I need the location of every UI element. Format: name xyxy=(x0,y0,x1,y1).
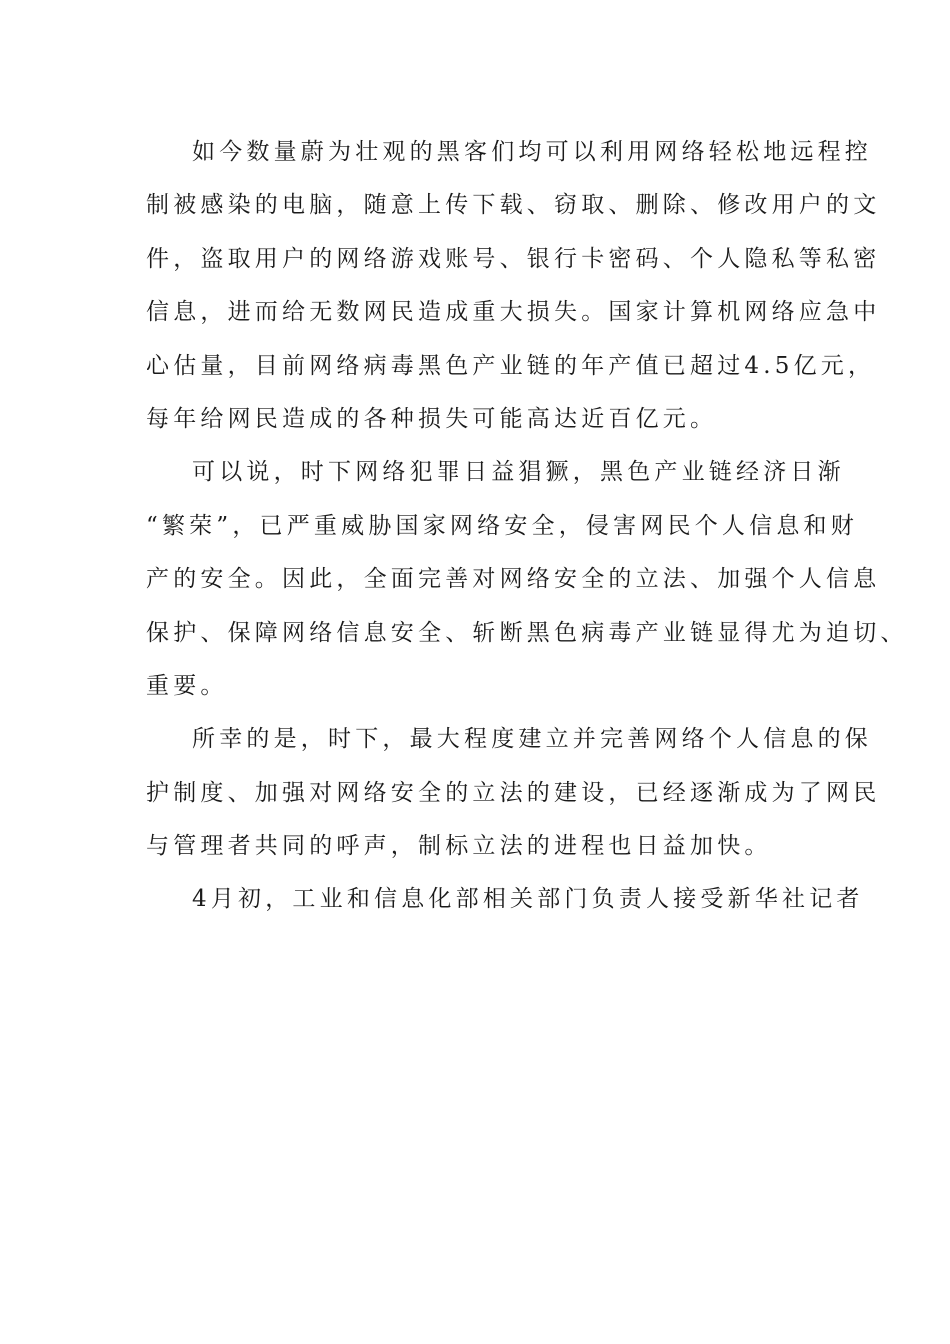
paragraph-line: 保护、保障网络信息安全、斩断黑色病毒产业链显得尤为迫切、 xyxy=(146,619,908,646)
document-body xyxy=(146,126,908,927)
paragraph-line: 制被感染的电脑，随意上传下载、窃取、删除、修改用户的文 xyxy=(146,192,881,219)
paragraph-line: 重要。 xyxy=(146,672,228,699)
paragraph-line: 信息，进而给无数网民造成重大损失。国家计算机网络应急中 xyxy=(146,299,881,326)
paragraph-line: 心估量，目前网络病毒黑色产业链的年产值已超过4.5亿元， xyxy=(146,352,876,379)
paragraph-line: 可以说，时下网络犯罪日益猖獗，黑色产业链经济日渐 xyxy=(192,459,845,486)
paragraph-line: 护制度、加强对网络安全的立法的建设，已经逐渐成为了网民 xyxy=(146,779,881,806)
paragraph-2 xyxy=(146,446,908,713)
paragraph-line: 所幸的是，时下，最大程度建立并完善网络个人信息的保 xyxy=(192,726,872,753)
paragraph-line: 件，盗取用户的网络游戏账号、银行卡密码、个人隐私等私密 xyxy=(146,245,881,272)
paragraph-1 xyxy=(146,126,881,446)
paragraph-line: 每年给网民造成的各种损失可能高达近百亿元。 xyxy=(146,405,718,432)
paragraph-line: 4月初，工业和信息化部相关部门负责人接受新华社记者 xyxy=(192,886,864,913)
paragraph-line: 产的安全。因此，全面完善对网络安全的立法、加强个人信息 xyxy=(146,566,881,593)
paragraph-4 xyxy=(146,873,864,926)
paragraph-line: 如今数量蔚为壮观的黑客们均可以利用网络轻松地远程控 xyxy=(192,139,872,165)
paragraph-line: “繁荣”，已严重威胁国家网络安全，侵害网民个人信息和财 xyxy=(146,512,858,539)
paragraph-3 xyxy=(146,713,881,873)
paragraph-line: 与管理者共同的呼声，制标立法的进程也日益加快。 xyxy=(146,833,772,860)
